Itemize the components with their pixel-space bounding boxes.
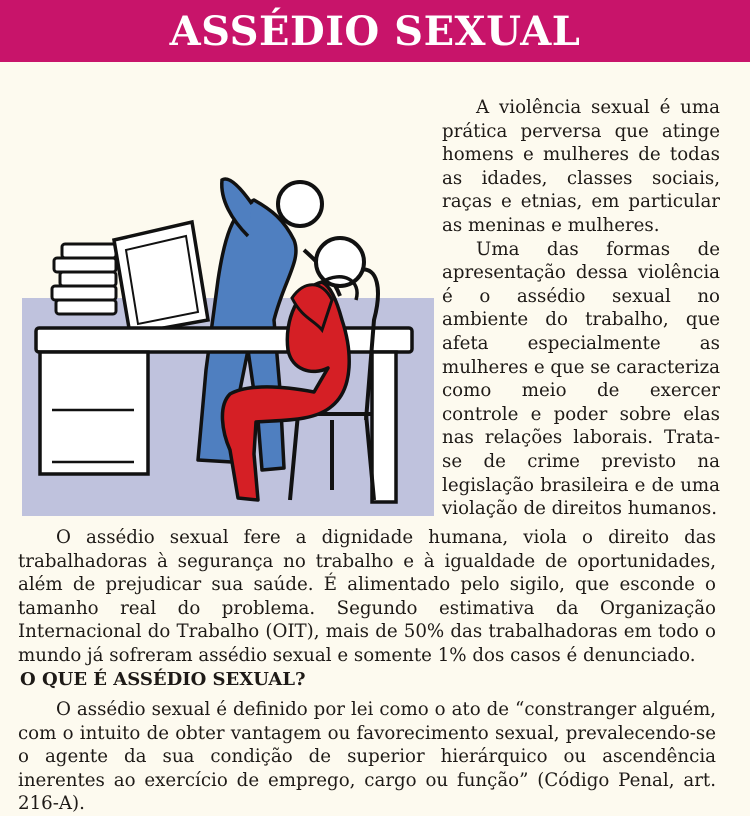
dignity-section bbox=[18, 526, 716, 668]
page-title: ASSÉDIO SEXUAL bbox=[169, 7, 581, 55]
title-banner bbox=[0, 0, 750, 62]
definition-section bbox=[18, 698, 716, 816]
intro-column bbox=[442, 96, 720, 521]
workplace-harassment-illustration bbox=[22, 170, 434, 516]
paragraph-legal-definition: O assédio sexual é definido por lei como o ato de “constranger alguém, com o intuito de obter vantagem ou favorecimento sexual, prevalecendo-se o agente da sua condição de superior hierárquico ou ascendência inerentes ao exercício de emprego, cargo ou função” (Código Penal, art. 216-A). bbox=[18, 699, 716, 815]
paragraph-dignity: O assédio sexual fere a dignidade humana, viola o direito das trabalhadoras à segurança no trabalho e à igualdade de oportunidades, além de prejudicar sua saúde. É alimentado pelo sigilo, que esconde o tamanho real do problema. Segundo estimativa da Organização Internacional do Trabalho (OIT), mais de 50% das trabalhadoras em todo o mundo já sofreram assédio sexual e somente 1% dos casos é denunciado. bbox=[18, 527, 716, 666]
monitor bbox=[114, 222, 208, 334]
section-heading: O QUE É ASSÉDIO SEXUAL? bbox=[20, 669, 306, 690]
book-stack bbox=[52, 244, 116, 314]
paragraph-violence-definition: A violência sexual é uma prática perversa que atinge homens e mulheres de todas as idades, classes sociais, raças e etnias, em particular as meninas e mulheres. bbox=[442, 97, 720, 236]
paragraph-workplace-harassment: Uma das formas de apresentação dessa violência é o assédio sexual no ambiente do trabalho, que afeta especialmente as mulheres e que se caracteriza como meio de exercer controle e poder sobre elas nas relações laborais. Trata-se de crime previsto na legislação brasileira e de uma violação de direitos humanos. bbox=[442, 238, 720, 520]
illustration-icon bbox=[22, 170, 434, 516]
